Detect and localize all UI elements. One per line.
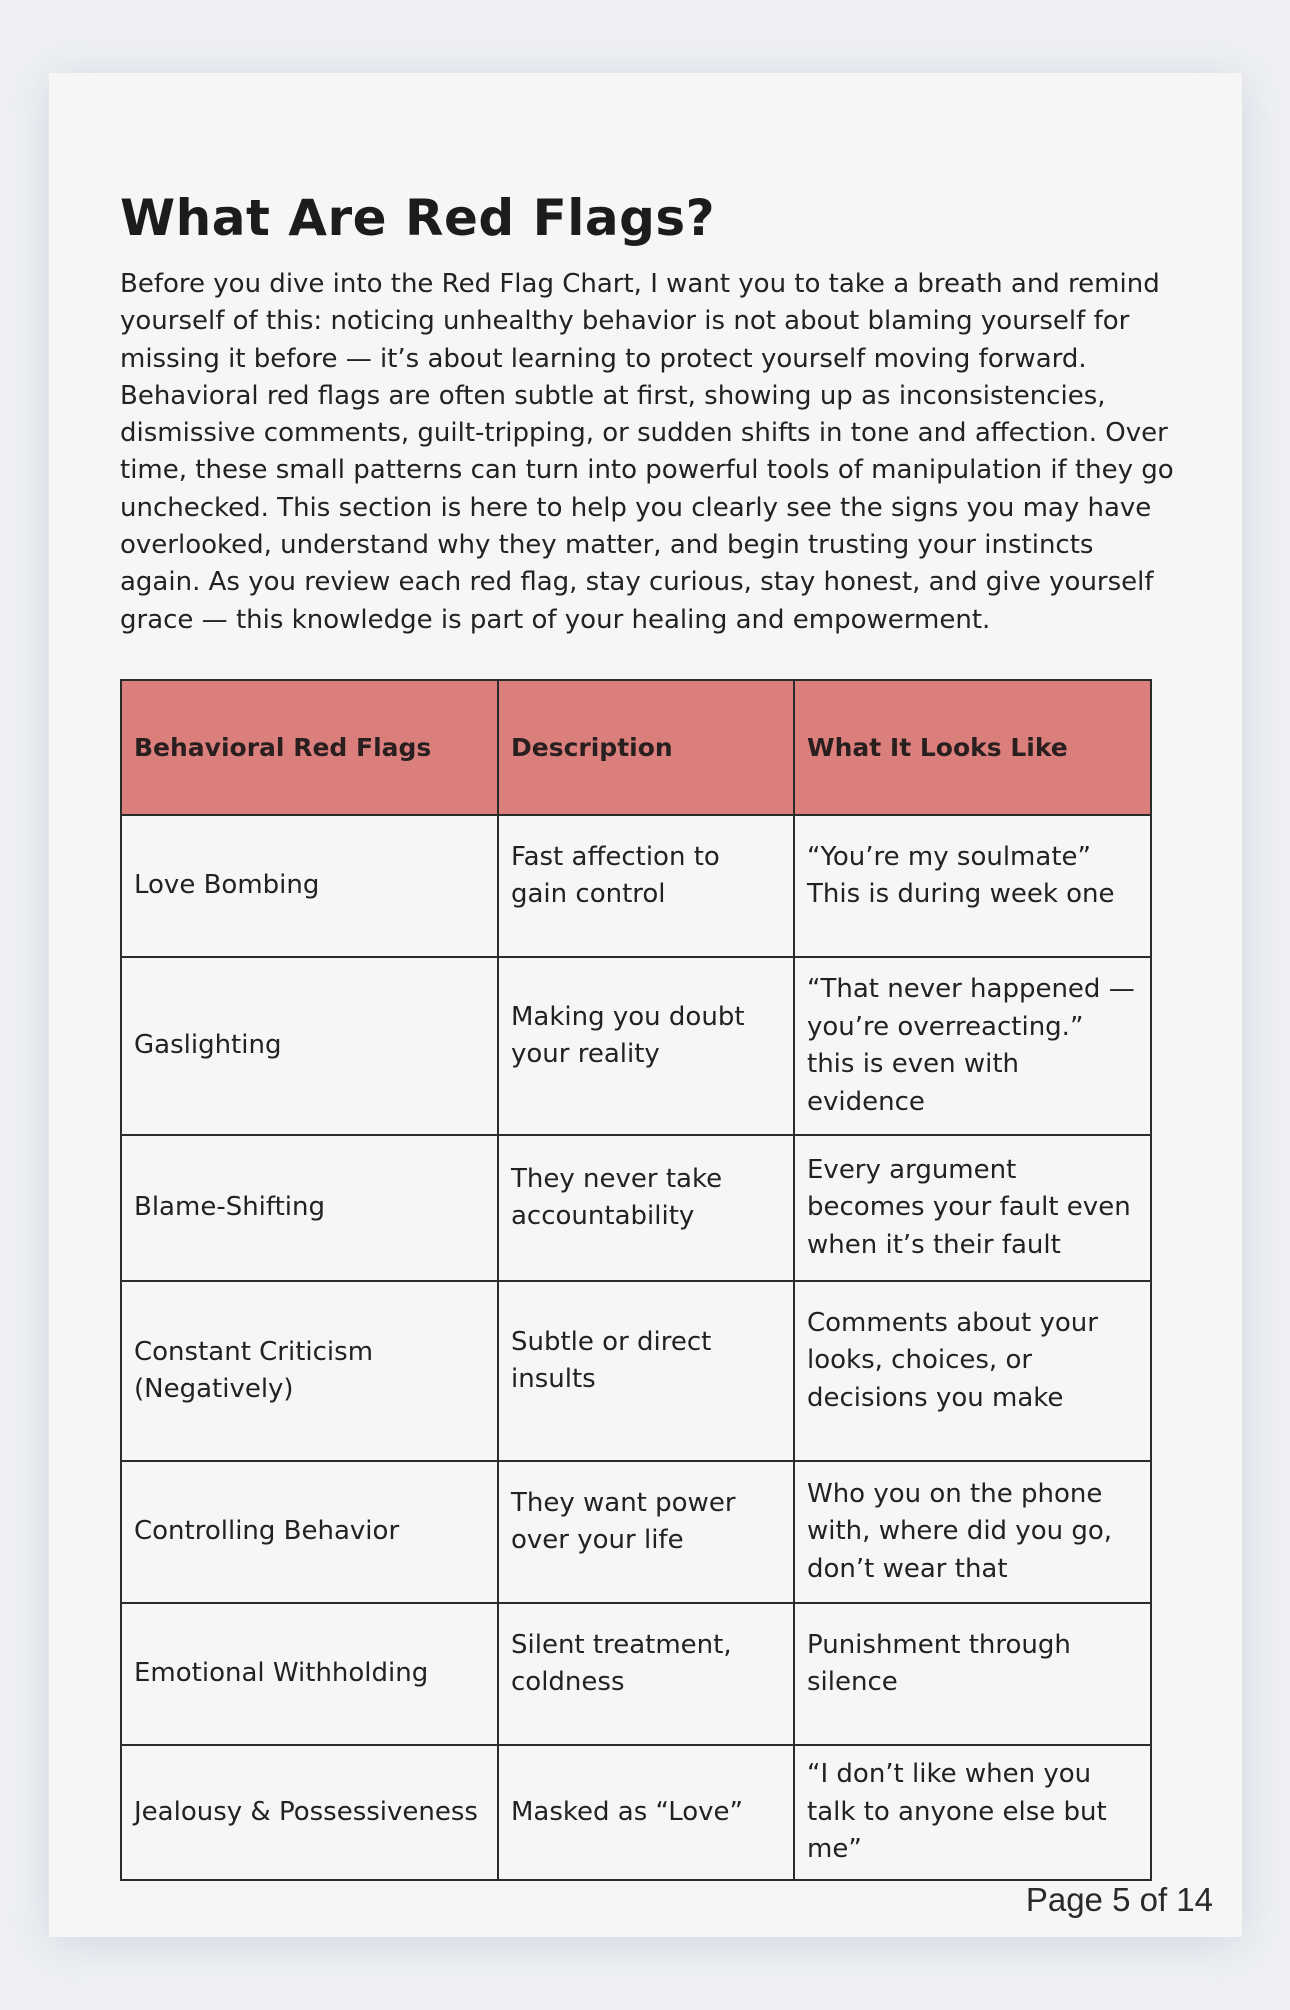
header-behavioral-red-flags: Behavioral Red Flags	[121, 680, 498, 815]
cell-description	[498, 1603, 794, 1745]
cell-flag	[121, 1281, 498, 1461]
table-row	[121, 1603, 1151, 1745]
cell-example	[794, 1603, 1151, 1745]
cell-description	[498, 1281, 794, 1461]
cell-example-text: Comments about your looks, choices, or decisions you make	[807, 1307, 1098, 1413]
cell-flag-text: Emotional Withholding	[134, 1658, 429, 1689]
intro-paragraph: Before you dive into the Red Flag Chart, I want you to take a breath and remind yourself of this: noticing unhealthy behavior is not about blaming yourself for missing it before — it’s about learning to protect yourself moving forward. Behavioral red flags are often subtle at first, showing up as inconsistencies, dismissive comments, guilt-tripping, or sudden shifts in tone and affection. Over time, these small patterns can turn into powerful tools of manipulation if they go unchecked. This section is here to help you clearly see the signs you may have overlooked, understand why they matter, and begin trusting your instincts again. As you review each red flag, stay curious, stay honest, and give yourself grace — this knowledge is part of your healing and empowerment.	[120, 269, 1174, 635]
cell-description-text: Fast affection to gain control	[511, 841, 720, 909]
cell-flag-text: Love Bombing	[134, 870, 320, 901]
table-row	[121, 1281, 1151, 1461]
table-row	[121, 1135, 1151, 1281]
table-header-row	[121, 680, 1151, 815]
cell-example	[794, 1135, 1151, 1281]
cell-description	[498, 1745, 794, 1880]
cell-example	[794, 1745, 1151, 1880]
cell-flag-text: Controlling Behavior	[134, 1516, 400, 1547]
cell-description-text: Masked as “Love”	[511, 1796, 744, 1827]
table-row	[121, 1461, 1151, 1603]
cell-flag-text: Gaslighting	[134, 1030, 282, 1061]
cell-description	[498, 1135, 794, 1281]
cell-example	[794, 815, 1151, 957]
cell-example-text: “That never happened — you’re overreacting.” this is even with evidence	[807, 974, 1135, 1117]
cell-description-text: Subtle or direct insults	[511, 1326, 712, 1394]
cell-flag	[121, 1135, 498, 1281]
red-flag-table	[120, 679, 1152, 1881]
cell-example-text: Every argument becomes your fault even when it’s their fault	[807, 1154, 1131, 1260]
cell-example-text: Who you on the phone with, where did you go, don’t wear that	[807, 1478, 1113, 1584]
header-what-it-looks-like: What It Looks Like	[794, 680, 1151, 815]
header-description: Description	[498, 680, 794, 815]
cell-description-text: Making you doubt your reality	[511, 1001, 745, 1069]
cell-example-text: “I don’t like when you talk to anyone else but me”	[807, 1759, 1107, 1865]
cell-description	[498, 1461, 794, 1603]
table-row	[121, 957, 1151, 1135]
cell-example	[794, 1461, 1151, 1603]
table-row	[121, 1745, 1151, 1880]
cell-description	[498, 815, 794, 957]
cell-flag-text: Constant Criticism (Negatively)	[134, 1336, 374, 1404]
cell-description-text: They want power over your life	[511, 1487, 736, 1555]
cell-description-text: They never take accountability	[511, 1163, 723, 1231]
cell-flag-text: Jealousy & Possessiveness	[134, 1796, 478, 1827]
cell-flag	[121, 957, 498, 1135]
cell-flag	[121, 1603, 498, 1745]
cell-example	[794, 957, 1151, 1135]
cell-example-text: Punishment through silence	[807, 1629, 1071, 1697]
table-row	[121, 815, 1151, 957]
cell-flag-text: Blame-Shifting	[134, 1192, 326, 1223]
cell-example	[794, 1281, 1151, 1461]
document-page	[49, 73, 1242, 1937]
cell-flag	[121, 815, 498, 957]
cell-description	[498, 957, 794, 1135]
cell-flag	[121, 1745, 498, 1880]
cell-example-text: “You’re my soulmate” This is during week one	[807, 841, 1115, 909]
page-number: Page 5 of 14	[1025, 1881, 1213, 1918]
cell-flag	[121, 1461, 498, 1603]
page-title: What Are Red Flags?	[120, 189, 716, 247]
cell-description-text: Silent treatment, coldness	[511, 1629, 732, 1697]
